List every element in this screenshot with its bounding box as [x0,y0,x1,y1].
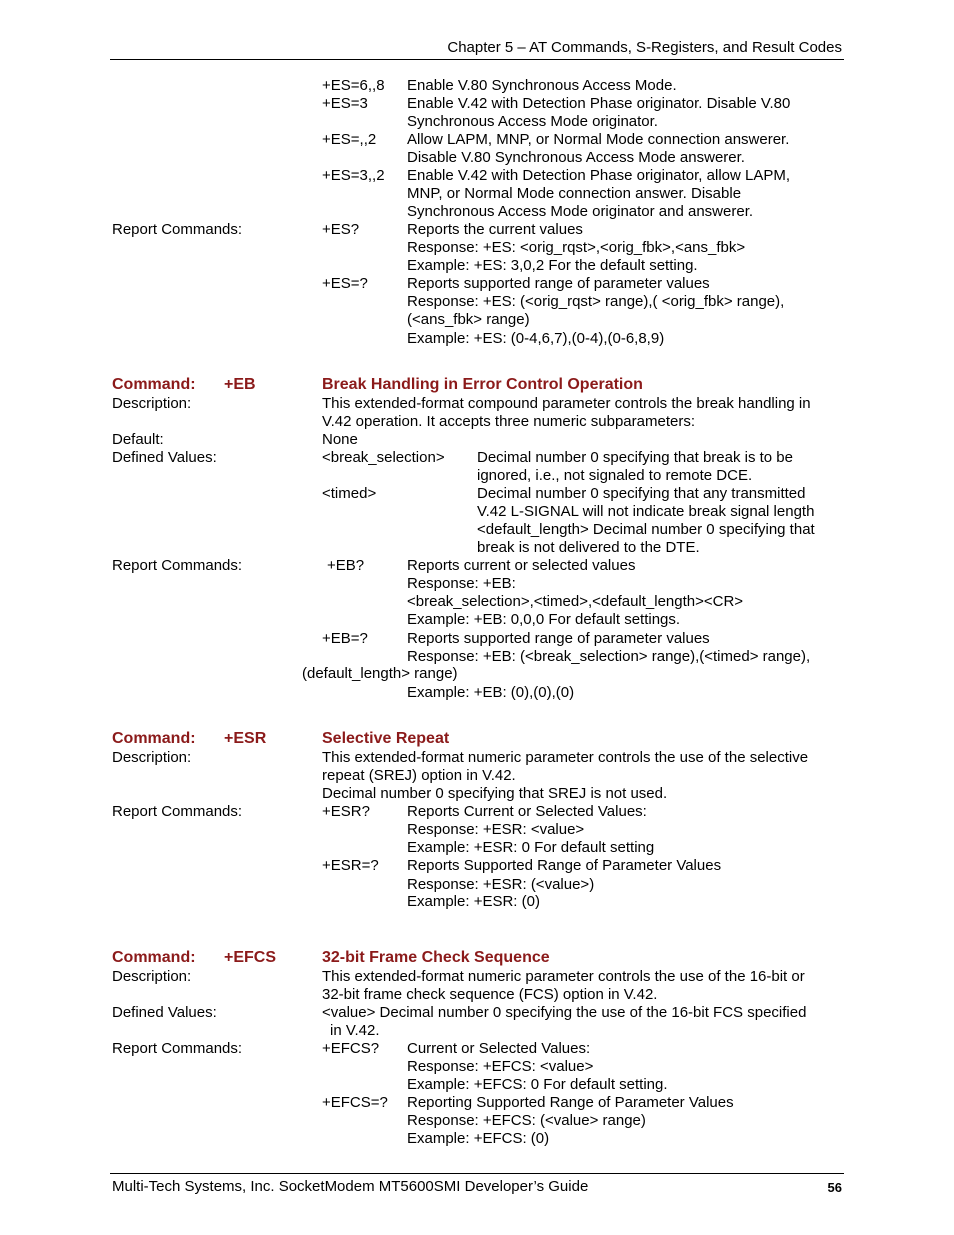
esr-report-line: Reports Supported Range of Parameter Values [407,857,722,874]
efcs-report-line: Response: +EFCS: <value> [407,1058,594,1075]
eb-command-label: Command: [112,376,196,393]
eb-report-line: Example: +EB: 0,0,0 For default settings. [407,611,681,628]
eb-param-line: Decimal number 0 specifying that break is to be [477,449,793,466]
description-label: Description: [112,968,192,985]
eb-description-line: This extended-format compound parameter controls the break handling in [322,395,811,412]
efcs-command-code: +EFCS [224,949,277,966]
efcs-report-line: Example: +EFCS: 0 For default setting. [407,1076,668,1093]
es-report-line: Example: +ES: (0-4,6,7),(0-4),(0-6,8,9) [407,330,665,347]
efcs-defined-line: in V.42. [330,1022,380,1039]
efcs-report-line: Example: +EFCS: (0) [407,1130,550,1147]
esr-description-line: This extended-format numeric parameter controls the use of the selective [322,749,809,766]
default-label: Default: [112,431,164,448]
report-label: Report Commands: [112,803,243,820]
es-report-line: (<ans_fbk> range) [407,311,530,328]
esr-description-line: repeat (SREJ) option in V.42. [322,767,516,784]
efcs-defined-line: <value> Decimal number 0 specifying the use of the 16-bit FCS specified [322,1004,807,1021]
eb-report-line: Reports current or selected values [407,557,636,574]
es-desc-line: Allow LAPM, MNP, or Normal Mode connection answerer. [407,131,790,148]
header-rule [110,59,844,60]
eb-report-line: Response: +EB: [407,575,516,592]
es-report-cmd: +ES? [322,221,360,238]
es-desc-line: Enable V.42 with Detection Phase originator, allow LAPM, [407,167,791,184]
eb-command-title: Break Handling in Error Control Operation [322,376,643,393]
es-cmd: +ES=3 [322,95,368,112]
eb-command-code: +EB [224,376,256,393]
eb-param-name: <timed> [322,485,377,502]
es-report-line: Response: +ES: <orig_rqst>,<orig_fbk>,<ans_fbk> [407,239,746,256]
report-label: Report Commands: [112,557,243,574]
eb-param-line: ignored, i.e., not signaled to remote DCE. [477,467,753,484]
efcs-command-label: Command: [112,949,196,966]
eb-param-name: <break_selection> [322,449,445,466]
esr-report-line: Example: +ESR: 0 For default setting [407,839,655,856]
efcs-report-line: Current or Selected Values: [407,1040,591,1057]
eb-report-line: Reports supported range of parameter values [407,630,710,647]
esr-report-cmd: +ESR=? [322,857,379,874]
es-report-line: Example: +ES: 3,0,2 For the default setting. [407,257,698,274]
efcs-report-cmd: +EFCS? [322,1040,380,1057]
eb-report-line: Response: +EB: (<break_selection> range),(<timed> range), [407,648,811,665]
efcs-report-line: Response: +EFCS: (<value> range) [407,1112,646,1129]
defined-values-label: Defined Values: [112,1004,217,1021]
es-report-line: Reports the current values [407,221,583,238]
eb-report-line: <break_selection>,<timed>,<default_length><CR> [407,593,744,610]
footer-text: Multi-Tech Systems, Inc. SocketModem MT5600SMI Developer’s Guide [112,1178,589,1195]
es-report-line: Reports supported range of parameter values [407,275,710,292]
eb-param-line: V.42 L-SIGNAL will not indicate break signal length [477,503,815,520]
es-cmd: +ES=,,2 [322,131,377,148]
efcs-report-cmd: +EFCS=? [322,1094,388,1111]
esr-report-line: Example: +ESR: (0) [407,893,540,910]
footer-rule [110,1173,844,1174]
es-cmd: +ES=3,,2 [322,167,385,184]
esr-command-label: Command: [112,730,196,747]
eb-param-line: Decimal number 0 specifying that any transmitted [477,485,806,502]
eb-report-cmd: +EB=? [322,630,368,647]
es-desc-line: MNP, or Normal Mode connection answer. Disable [407,185,742,202]
esr-report-line: Reports Current or Selected Values: [407,803,647,820]
eb-description-line: V.42 operation. It accepts three numeric subparameters: [322,413,695,430]
es-cmd: +ES=6,,8 [322,77,385,94]
esr-report-line: Response: +ESR: (<value>) [407,876,595,893]
eb-param-line: break is not delivered to the DTE. [477,539,700,556]
eb-param-line: <default_length> Decimal number 0 specifying that [477,521,815,538]
report-label: Report Commands: [112,1040,243,1057]
es-desc-line: Enable V.42 with Detection Phase originator. Disable V.80 [407,95,791,112]
description-label: Description: [112,395,192,412]
esr-report-line: Response: +ESR: <value> [407,821,585,838]
eb-report-cmd: +EB? [327,557,365,574]
efcs-description-line: 32-bit frame check sequence (FCS) option in V.42. [322,986,658,1003]
es-desc-line: Disable V.80 Synchronous Access Mode answerer. [407,149,745,166]
esr-command-title: Selective Repeat [322,730,450,747]
defined-values-label: Defined Values: [112,449,217,466]
es-report-cmd: +ES=? [322,275,368,292]
eb-report-line: (default_length> range) [302,665,458,682]
eb-default-value: None [322,431,358,448]
eb-report-line: Example: +EB: (0),(0),(0) [407,684,575,701]
efcs-report-line: Reporting Supported Range of Parameter Values [407,1094,734,1111]
efcs-command-title: 32-bit Frame Check Sequence [322,949,550,966]
efcs-description-line: This extended-format numeric parameter controls the use of the 16-bit or [322,968,805,985]
es-desc-line: Synchronous Access Mode originator and answerer. [407,203,754,220]
esr-report-cmd: +ESR? [322,803,370,820]
chapter-header: Chapter 5 – AT Commands, S-Registers, and Result Codes [447,39,842,56]
report-label: Report Commands: [112,221,243,238]
es-report-line: Response: +ES: (<orig_rqst> range),( <orig_fbk> range), [407,293,785,310]
esr-command-code: +ESR [224,730,267,747]
es-desc-line: Synchronous Access Mode originator. [407,113,658,130]
page-number: 56 [827,1180,842,1195]
esr-description-line: Decimal number 0 specifying that SREJ is not used. [322,785,668,802]
description-label: Description: [112,749,192,766]
es-desc-line: Enable V.80 Synchronous Access Mode. [407,77,677,94]
